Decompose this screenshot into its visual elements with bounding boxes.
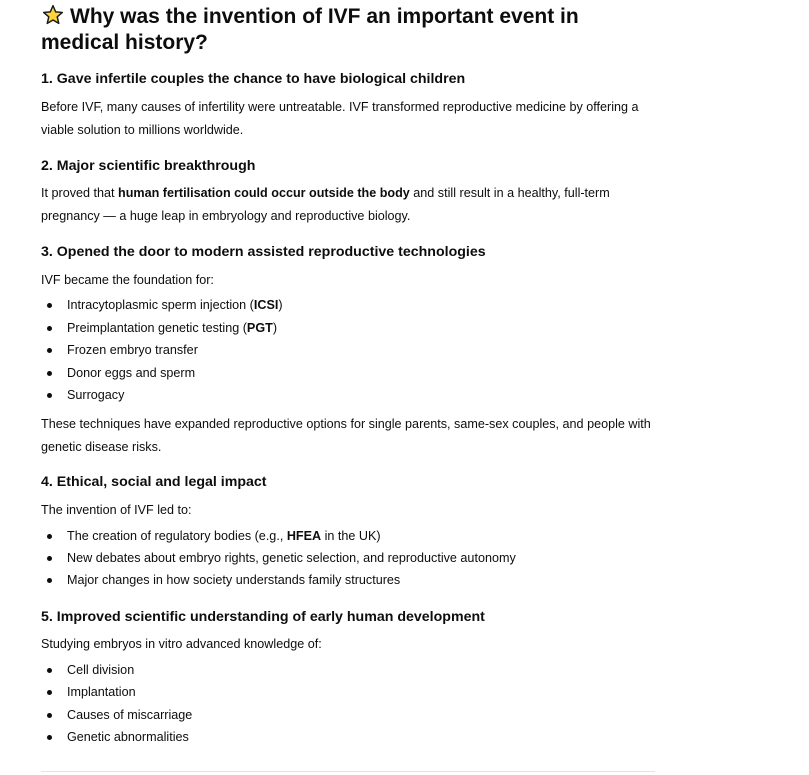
section-body: It proved that human fertilisation could occur outside the body and still result in a healthy, full-term pregnancy — a huge leap in embryology and reproductive biology. xyxy=(41,186,610,223)
section-heading: 4. Ethical, social and legal impact xyxy=(41,474,267,490)
section-heading: 2. Major scientific breakthrough xyxy=(41,158,256,174)
list-item: Major changes in how society understands family structures xyxy=(41,571,400,589)
list-item: Surrogacy xyxy=(41,386,124,404)
list-item: Donor eggs and sperm xyxy=(41,364,195,382)
section-heading: 5. Improved scientific understanding of early human development xyxy=(41,609,485,625)
list-item: Genetic abnormalities xyxy=(41,728,189,746)
page-title xyxy=(41,4,641,56)
list-item: New debates about embryo rights, genetic selection, and reproductive autonomy xyxy=(41,549,516,567)
page-title-text: Why was the invention of IVF an important event in medical history? xyxy=(41,5,579,54)
section-outro: These techniques have expanded reproductive options for single parents, same-sex couples, and people with genetic disease risks. xyxy=(41,417,651,454)
section-intro: Studying embryos in vitro advanced knowledge of: xyxy=(41,637,322,651)
section-heading: 1. Gave infertile couples the chance to have biological children xyxy=(41,71,466,87)
section-intro: The invention of IVF led to: xyxy=(41,503,192,517)
list-item: Frozen embryo transfer xyxy=(41,341,198,359)
section-body: Before IVF, many causes of infertility were untreatable. IVF transformed reproductive medicine by offering a viable solution to millions worldwide. xyxy=(41,100,639,137)
list-item: Causes of miscarriage xyxy=(41,706,192,724)
section-intro: IVF became the foundation for: xyxy=(41,273,214,287)
emphasis: human fertilisation could occur outside the body xyxy=(118,186,410,200)
list-item: Implantation xyxy=(41,683,136,701)
section-heading: 3. Opened the door to modern assisted reproductive technologies xyxy=(41,244,486,260)
list-item: Cell division xyxy=(41,661,134,679)
list-item: Intracytoplasmic sperm injection (ICSI) xyxy=(41,296,283,314)
list-item: Preimplantation genetic testing (PGT) xyxy=(41,319,277,337)
list-item: The creation of regulatory bodies (e.g., HFEA in the UK) xyxy=(41,527,381,545)
star-icon xyxy=(41,4,65,26)
divider xyxy=(41,771,655,772)
